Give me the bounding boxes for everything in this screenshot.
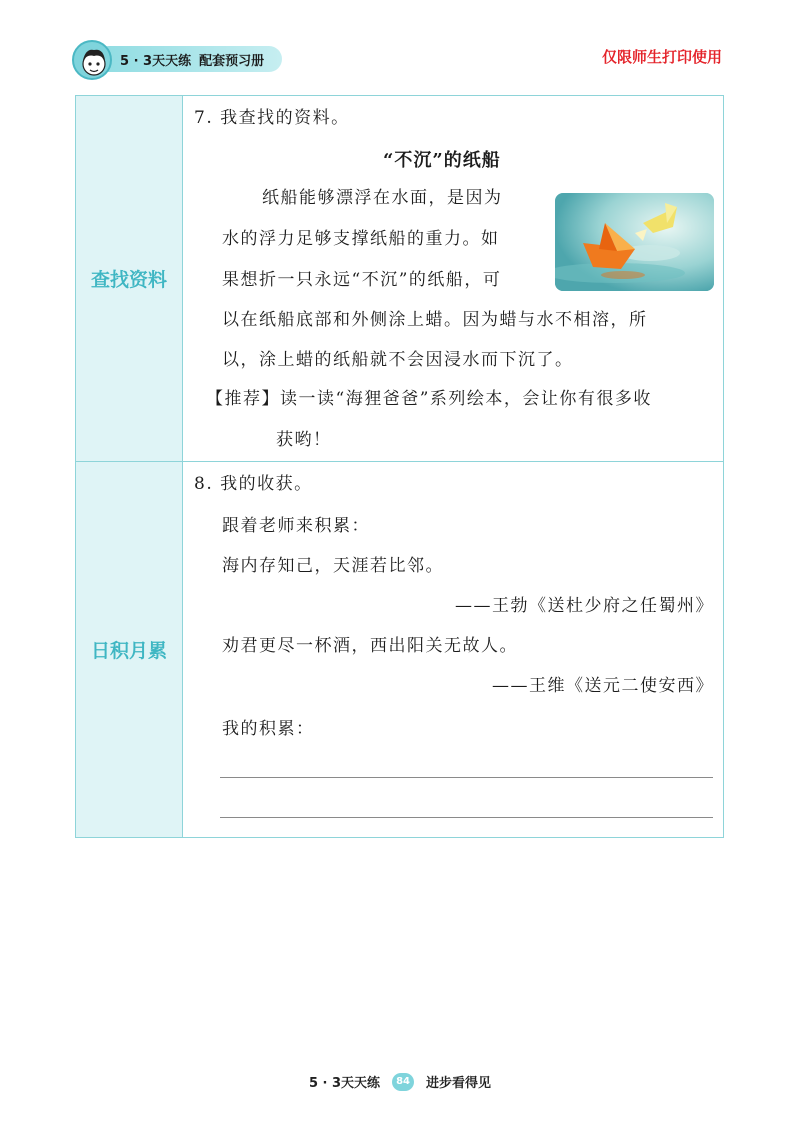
article-title: “不沉”的纸船 — [383, 150, 501, 171]
article-line-3: 果想折一只永远“不沉”的纸船，可 — [222, 270, 502, 290]
page-number: 84 — [392, 1073, 414, 1091]
print-notice: 仅限师生打印使用 — [601, 48, 722, 66]
section-label-accumulate: 日积月累 — [75, 462, 183, 837]
row-divider — [75, 461, 724, 462]
footer-brand: 5 · 3天天练 — [308, 1076, 381, 1091]
article-line-2: 水的浮力足够支撑纸船的重力。如 — [222, 229, 500, 249]
poem-source-1: ——王勃《送杜少府之任蜀州》 — [455, 596, 714, 616]
footer-slogan: 进步看得见 — [426, 1076, 492, 1091]
page-footer — [0, 1072, 800, 1091]
poem-source-2: ——王维《送元二使安西》 — [492, 676, 714, 696]
writing-line-2[interactable] — [220, 817, 713, 818]
mascot-logo-icon — [72, 40, 112, 80]
article-line-1: 纸船能够漂浮在水面，是因为 — [262, 188, 503, 208]
poem-line-2: 劝君更尽一杯酒，西出阳关无故人。 — [222, 636, 518, 656]
article-line-4: 以在纸船底部和外侧涂上蜡。因为蜡与水不相溶，所 — [222, 310, 648, 330]
accumulate-intro: 跟着老师来积累： — [222, 516, 370, 536]
my-accumulation-label: 我的积累： — [222, 719, 315, 739]
question-8: 8. 我的收获。 — [194, 474, 313, 494]
header-brand: 5 · 3天天练 — [120, 53, 192, 69]
recommend-line-1: 【推荐】读一读“海狸爸爸”系列绘本，会让你有很多收 — [206, 389, 652, 409]
column-divider — [182, 95, 183, 838]
section-label-search: 查找资料 — [75, 96, 183, 461]
poem-line-1: 海内存知己，天涯若比邻。 — [222, 556, 444, 576]
question-7: 7. 我查找的资料。 — [194, 108, 350, 128]
writing-line-1[interactable] — [220, 777, 713, 778]
recommend-line-2: 获哟！ — [276, 430, 332, 450]
header-subtitle: 配套预习册 — [199, 53, 265, 69]
paper-boat-photo — [555, 193, 714, 291]
article-line-5: 以，涂上蜡的纸船就不会因浸水而下沉了。 — [222, 350, 574, 370]
header-brand-pill — [96, 46, 282, 72]
